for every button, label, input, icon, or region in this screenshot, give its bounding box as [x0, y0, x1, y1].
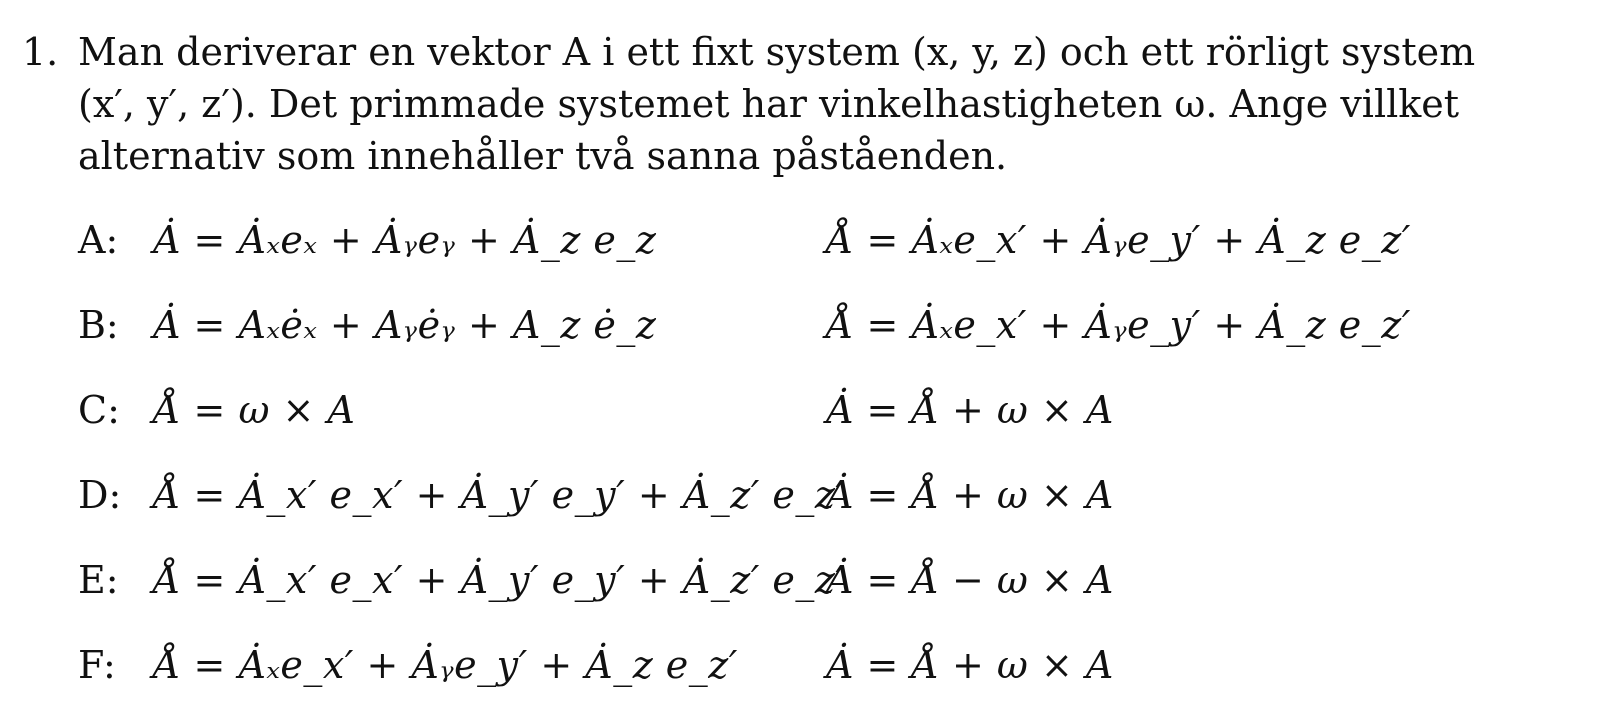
option-right-equation: Ȧ = Å + ω × A: [826, 388, 1114, 432]
option-c: [78, 378, 1538, 463]
option-e: [78, 548, 1538, 633]
option-label: B:: [78, 303, 119, 347]
option-left-equation: Å = Ȧ_x′ e_x′ + Ȧ_y′ e_y′ + Ȧ_z′ e_z′: [153, 558, 845, 602]
option-f: [78, 633, 1538, 716]
option-label: E:: [78, 558, 119, 602]
option-left-equation: Å = Ȧ_x′ e_x′ + Ȧ_y′ e_y′ + Ȧ_z′ e_z′: [153, 473, 845, 517]
option-right-equation: Ȧ = Å + ω × A: [826, 643, 1114, 687]
option-a: [78, 208, 1538, 293]
question-line-3: alternativ som innehåller två sanna påståenden.: [78, 134, 1008, 178]
question-line-2: (x′, y′, z′). Det primmade systemet har vinkelhastigheten ω. Ange villket: [78, 82, 1460, 126]
option-d: [78, 463, 1538, 548]
question-block: [22, 26, 1542, 182]
question-line-1: Man deriverar en vektor A i ett fixt system (x, y, z) och ett rörligt system: [78, 30, 1476, 74]
option-label: A:: [78, 218, 119, 262]
option-right-equation: Å = Ȧₓe_x′ + Ȧᵧe_y′ + Ȧ_z e_z′: [826, 218, 1411, 262]
question-number: 1.: [22, 30, 59, 74]
option-left-equation: Ȧ = Aₓėₓ + Aᵧėᵧ + A_z ė_z: [153, 303, 657, 347]
option-label: F:: [78, 643, 116, 687]
question-text: [78, 26, 1542, 182]
options-list: [78, 208, 1538, 716]
option-label: D:: [78, 473, 122, 517]
option-label: C:: [78, 388, 120, 432]
option-left-equation: Å = Ȧₓe_x′ + Ȧᵧe_y′ + Ȧ_z e_z′: [153, 643, 738, 687]
option-right-equation: Ȧ = Å − ω × A: [826, 558, 1114, 602]
option-b: [78, 293, 1538, 378]
option-right-equation: Å = Ȧₓe_x′ + Ȧᵧe_y′ + Ȧ_z e_z′: [826, 303, 1411, 347]
option-right-equation: Ȧ = Å + ω × A: [826, 473, 1114, 517]
option-left-equation: Ȧ = Ȧₓeₓ + Ȧᵧeᵧ + Ȧ_z e_z: [153, 218, 657, 262]
option-left-equation: Å = ω × A: [153, 388, 356, 432]
